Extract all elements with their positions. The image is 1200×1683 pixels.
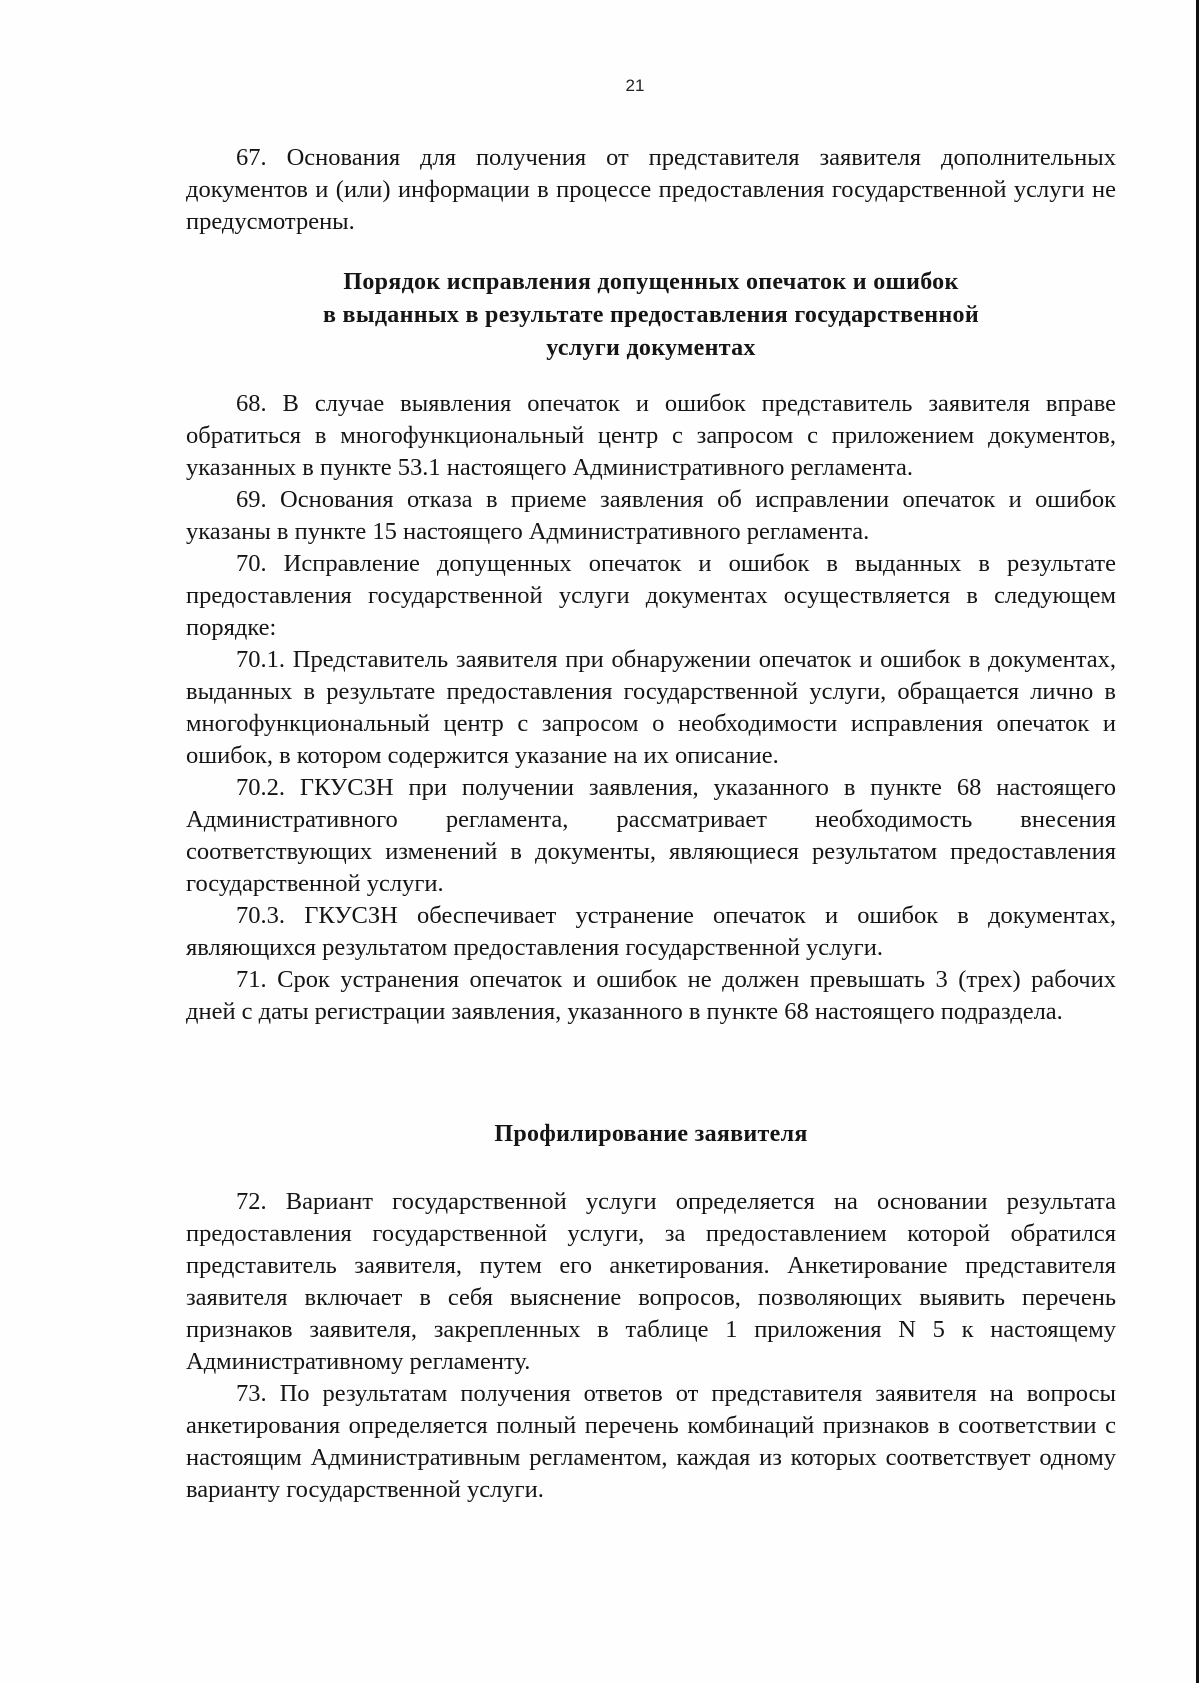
paragraph-69: 69. Основания отказа в приеме заявления об исправлении опечаток и ошибок указаны в пункте 15 настоящего Административного регламента. (186, 486, 1116, 545)
heading-line: Порядок исправления допущенных опечаток и ошибок (343, 269, 959, 295)
paragraph-70: 70. Исправление допущенных опечаток и ошибок в выданных в результате предоставления государственной услуги документах осуществляется в следующем порядке: (186, 550, 1116, 641)
section-heading-profiling (186, 1118, 1116, 1151)
paragraph-71: 71. Срок устранения опечаток и ошибок не должен превышать 3 (трех) рабочих дней с даты регистрации заявления, указанного в пункте 68 настоящего подраздела. (186, 966, 1116, 1025)
paragraph-70-2: 70.2. ГКУСЗН при получении заявления, указанного в пункте 68 настоящего Административного регламента, рассматривает необходимость внесения соответствующих изменений в документы, являющиеся результатом предоставления государственной услуги. (186, 774, 1116, 897)
section-heading-corrections (186, 266, 1116, 365)
paragraph-67: 67. Основания для получения от представителя заявителя дополнительных документов и (или) информации в процессе предоставления государственной услуги не предусмотрены. (186, 144, 1116, 235)
paragraph-68: 68. В случае выявления опечаток и ошибок представитель заявителя вправе обратиться в многофункциональный центр с запросом с приложением документов, указанных в пункте 53.1 настоящего Административного регламента. (186, 390, 1116, 481)
paragraph-72: 72. Вариант государственной услуги определяется на основании результата предоставления государственной услуги, за предоставлением которой обратился представитель заявителя, путем его анкетирования. Анкетирование представителя заявителя включает в себя выяснение вопросов, позволяющих выявить перечень признаков заявителя, закрепленных в таблице 1 приложения N 5 к настоящему Административному регламенту. (186, 1188, 1116, 1375)
section-body-profiling (186, 1186, 1116, 1506)
section-body-corrections (186, 388, 1116, 1028)
section-title-corrections (186, 266, 1116, 365)
scan-edge-line (1196, 0, 1199, 1683)
heading-line: в выданных в результате предоставления государственной (323, 302, 979, 328)
page-number: 21 (625, 76, 645, 95)
paragraph-70-3: 70.3. ГКУСЗН обеспечивает устранение опечаток и ошибок в документах, являющихся результатом предоставления государственной услуги. (186, 902, 1116, 961)
paragraph-70-1: 70.1. Представитель заявителя при обнаружении опечаток и ошибок в документах, выданных в результате предоставления государственной услуги, обращается лично в многофункциональный центр с запросом о необходимости исправления опечаток и ошибок, в котором содержится указание на их описание. (186, 646, 1116, 769)
paragraph-67-block (186, 142, 1116, 238)
paragraph-73: 73. По результатам получения ответов от представителя заявителя на вопросы анкетирования определяется полный перечень комбинаций признаков в соответствии с настоящим Административным регламентом, каждая из которых соответствует одному варианту государственной услуги. (186, 1380, 1116, 1503)
heading-line: услуги документах (546, 335, 756, 361)
section-title-profiling: Профилирование заявителя (494, 1121, 808, 1147)
